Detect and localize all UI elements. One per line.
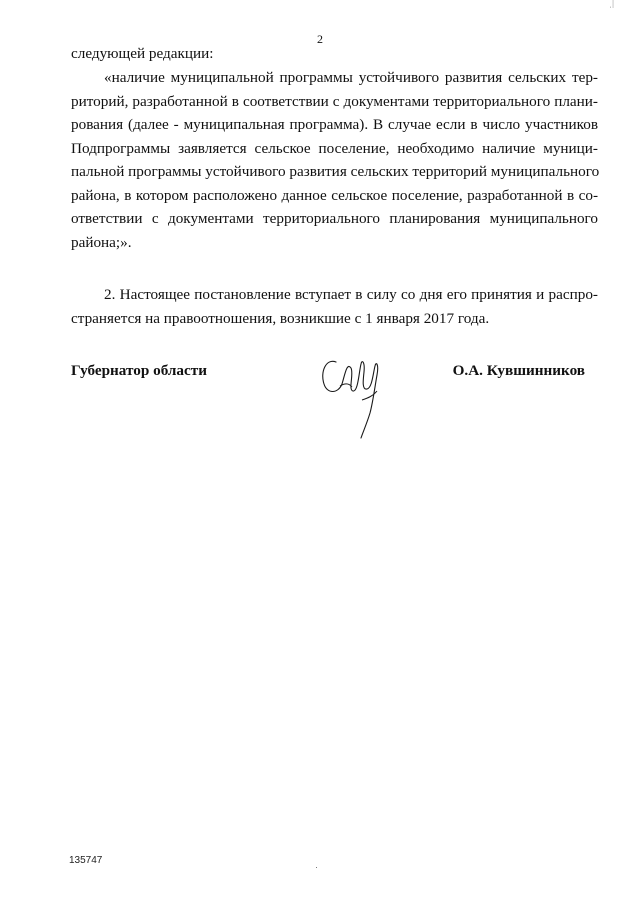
- paragraph-line: района, в котором расположено данное сельское поселение, разработанной в со-: [71, 186, 598, 204]
- scan-speck: [316, 867, 317, 868]
- handwritten-signature: [318, 350, 388, 450]
- paragraph-line: 2. Настоящее постановление вступает в силу со дня его принятия и распро-: [104, 286, 598, 303]
- intro-text: [71, 42, 598, 66]
- signer-name: О.А. Кувшинников: [452, 362, 585, 379]
- quote-paragraph: [71, 66, 598, 254]
- paragraph-line: «наличие муниципальной программы устойчивого развития сельских тер-: [104, 69, 598, 86]
- signer-title: Губернатор области: [71, 362, 207, 379]
- paragraph-line: ответствии с документами территориального планирования муниципального: [71, 210, 598, 227]
- document-code: 135747: [69, 855, 103, 866]
- corner-mark: ˌ|: [609, 0, 614, 8]
- paragraph-line: пальной программы устойчивого развития сельских территорий муниципального: [71, 163, 600, 180]
- paragraph-2: [71, 283, 598, 330]
- paragraph-line: страняется на правоотношения, возникшие с 1 января 2017 года.: [71, 309, 490, 327]
- paragraph-line: риторий, разработанной в соответствии с документами территориального плани-: [71, 92, 598, 110]
- intro-line: следующей редакции:: [71, 45, 214, 62]
- paragraph-line: рования (далее - муниципальная программа). В случае если в число участников: [71, 116, 598, 133]
- paragraph-line: Подпрограммы заявляется сельское поселение, необходимо наличие муници-: [71, 139, 598, 157]
- page-number: 2: [317, 32, 323, 46]
- paragraph-line: района;».: [71, 233, 132, 251]
